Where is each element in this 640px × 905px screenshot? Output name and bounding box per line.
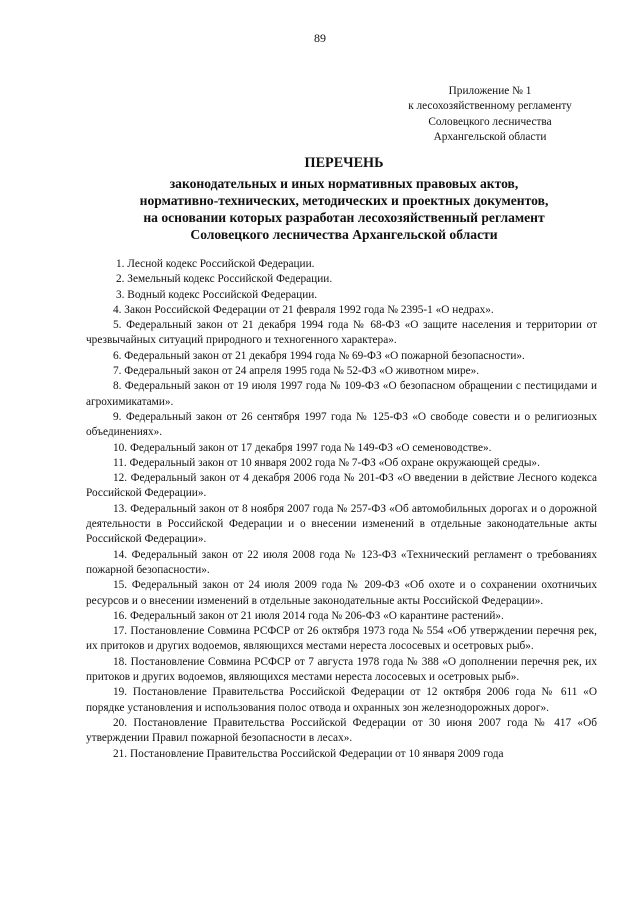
title-line-1: законодательных и иных нормативных правовых актов, bbox=[169, 176, 519, 191]
title-line-2: нормативно-технических, методических и проектных документов, bbox=[139, 193, 549, 208]
appendix-line-3: Соловецкого лесничества bbox=[428, 115, 552, 128]
list-item: 11. Федеральный закон от 10 января 2002 года № 7-ФЗ «Об охране окружающей среды». bbox=[113, 456, 540, 469]
list-item: 19. Постановление Правительства Российской Федерации от 12 октября 2006 года № 611 «О порядке установления и использования полос отвода и охранных зон железнодорожных дорог». bbox=[86, 686, 597, 714]
list-item: 7. Федеральный закон от 24 апреля 1995 года № 52-ФЗ «О животном мире». bbox=[113, 365, 480, 378]
list-item: 16. Федеральный закон от 21 июля 2014 года № 206-ФЗ «О карантине растений». bbox=[113, 609, 504, 622]
list-item: 3. Водный кодекс Российской Федерации. bbox=[116, 288, 318, 301]
list-item: 13. Федеральный закон от 8 ноября 2007 года № 257-ФЗ «Об автомобильных дорогах и о дорожной деятельности в Российской Федерации и о внесении изменений в отдельные законодательные акты Российской Федерации». bbox=[86, 502, 597, 546]
list-item: 18. Постановление Совмина РСФСР от 7 августа 1978 года № 388 «О дополнении перечня рек, их притоков и других водоемов, являющихся местами нереста лососевых и осетровых рыб». bbox=[86, 655, 597, 684]
appendix-line-2: к лесохозяйственному регламенту bbox=[408, 100, 572, 113]
appendix-line-4: Архангельской области bbox=[433, 130, 547, 143]
regulations-list bbox=[86, 257, 597, 762]
list-item: 5. Федеральный закон от 21 декабря 1994 года № 68-ФЗ «О защите населения и территории от чрезвычайных ситуаций природного и техногенного характера». bbox=[86, 319, 597, 347]
title-line-3: на основании которых разработан лесохозяйственный регламент bbox=[143, 210, 545, 225]
list-item: 2. Земельный кодекс Российской Федерации. bbox=[116, 273, 333, 286]
list-item: 20. Постановление Правительства Российской Федерации от 30 июня 2007 года № 417 «Об утверждении Правил пожарной безопасности в лесах». bbox=[86, 716, 597, 745]
list-item: 15. Федеральный закон от 24 июля 2009 года № 209-ФЗ «Об охоте и о сохранении охотничьих ресурсов и о внесении изменений в отдельные законодательные акты Российской Федерации». bbox=[86, 579, 597, 607]
list-item: 21. Постановление Правительства Российской Федерации от 10 января 2009 года bbox=[113, 747, 504, 760]
list-item: 9. Федеральный закон от 26 сентября 1997 года № 125-ФЗ «О свободе совести и о религиозных объединениях». bbox=[86, 410, 597, 439]
list-item: 14. Федеральный закон от 22 июля 2008 года № 123-ФЗ «Технический регламент о требованиях пожарной безопасности». bbox=[86, 548, 597, 576]
appendix-line-1: Приложение № 1 bbox=[448, 85, 532, 97]
list-item: 4. Закон Российской Федерации от 21 февраля 1992 года № 2395-1 «О недрах». bbox=[113, 303, 494, 316]
list-item: 8. Федеральный закон от 19 июля 1997 года № 109-ФЗ «О безопасном обращении с пестицидами и агрохимикатами». bbox=[86, 380, 597, 408]
list-item: 6. Федеральный закон от 21 декабря 1994 года № 69-ФЗ «О пожарной безопасности». bbox=[113, 349, 525, 362]
list-item: 12. Федеральный закон от 4 декабря 2006 года № 201-ФЗ «О введении в действие Лесного кодекса Российской Федерации». bbox=[86, 472, 597, 500]
appendix-header bbox=[380, 84, 600, 145]
title-heading: ПЕРЕЧЕНЬ bbox=[304, 155, 384, 171]
title-line-4: Соловецкого лесничества Архангельской области bbox=[190, 227, 498, 242]
list-item: 17. Постановление Совмина РСФСР от 26 октября 1973 года № 554 «Об утверждении перечня рек, их притоков и других водоемов, являющихся местами нереста лососевых и осетровых рыб». bbox=[86, 625, 597, 653]
page-number: 89 bbox=[314, 31, 326, 45]
list-item: 1. Лесной кодекс Российской Федерации. bbox=[116, 258, 315, 270]
document-title bbox=[70, 155, 618, 243]
list-item: 10. Федеральный закон от 17 декабря 1997 года № 149-ФЗ «О семеноводстве». bbox=[113, 441, 492, 454]
